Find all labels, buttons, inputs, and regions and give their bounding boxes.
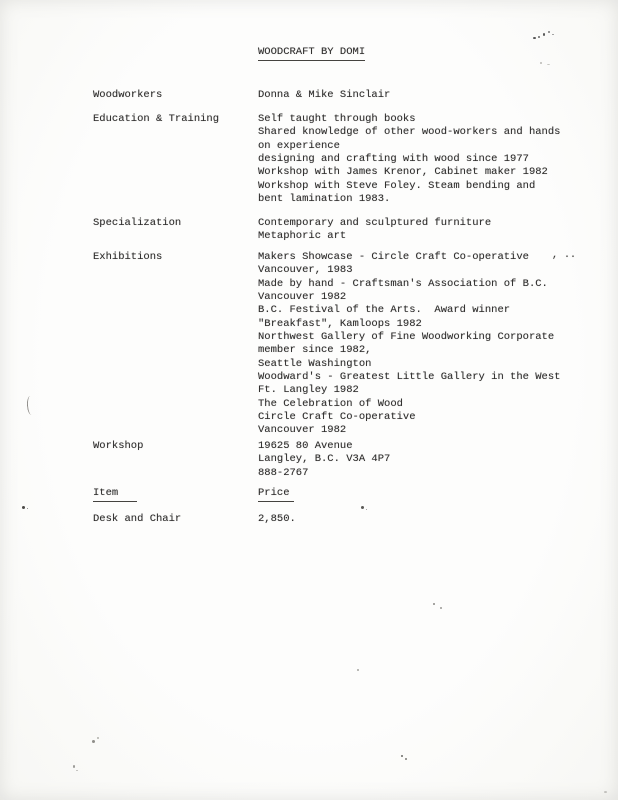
scan-speck [547,64,550,65]
scan-speck [604,791,607,793]
content-line: B.C. Festival of the Arts. Award winner [258,304,511,317]
content-line: Makers Showcase - Circle Craft Co-operative [258,251,529,263]
content-line: 19625 80 Avenue [258,440,353,452]
content-line: on experience [258,139,340,152]
section-content [258,440,604,480]
section-label: Education & Training [93,113,220,125]
scan-mark-left-edge [26,396,35,416]
content-line: The Celebration of Wood [258,397,403,410]
scan-speck [92,740,95,743]
content-line: Circle Craft Co-operative [258,411,416,424]
scan-speck [361,506,364,509]
content-line: 888-2767 [258,466,309,479]
scan-speck [366,509,367,510]
scan-speck [357,669,359,671]
scan-speck [533,37,536,39]
scan-speck [97,737,99,739]
content-line: Ft. Langley 1982 [258,384,359,397]
stray-typed-marks: , .. [552,250,577,261]
section-label: Specialization [93,217,182,229]
section-content [258,113,604,206]
section-woodworkers [93,89,604,102]
section-workshop [93,440,604,480]
section-specialization [93,217,604,244]
scan-speck [405,758,407,760]
scan-speck [76,770,78,771]
section-content [258,251,604,438]
content-line: Workshop with Steve Foley. Steam bending and [258,179,536,192]
scan-speck [548,31,550,33]
scan-speck [538,36,540,38]
content-line: designing and crafting with wood since 1977 [258,153,529,166]
content-line: Woodward's - Greatest Little Gallery in the West [258,371,561,384]
content-line: Northwest Gallery of Fine Woodworking Corporate [258,331,555,344]
document-title: WOODCRAFT BY DOMI [258,46,365,61]
content-line: Donna & Mike Sinclair [258,89,391,101]
scan-speck [73,765,75,768]
item-cell: Desk and Chair [93,513,182,525]
content-line: Metaphoric art [258,230,347,243]
scan-speck [552,34,554,35]
price-table-row [93,513,296,526]
price-table-header [93,487,294,502]
content-line: Vancouver, 1983 [258,264,353,277]
content-line: Shared knowledge of other wood-workers and hands [258,126,561,139]
content-line: Langley, B.C. V3A 4P7 [258,453,391,466]
scan-speck [543,33,545,36]
scan-speck [22,506,25,509]
section-label: Workshop [93,440,144,452]
section-label: Woodworkers [93,89,163,101]
item-column-header: Item [93,487,137,502]
content-line: Self taught through books [258,113,416,125]
price-cell: 2,850. [258,513,296,525]
scan-speck [401,755,403,757]
content-line: Made by hand - Craftsman's Association of B.C. [258,277,548,290]
content-line: Contemporary and sculptured furniture [258,217,492,229]
scan-speck [27,508,28,509]
price-column-header: Price [258,487,294,502]
scan-speck [540,62,542,64]
content-line: Vancouver 1982 [258,424,347,437]
section-exhibitions [93,251,604,438]
content-line: bent lamination 1983. [258,193,391,206]
content-line: "Breakfast", Kamloops 1982 [258,317,422,330]
content-line: Workshop with James Krenor, Cabinet maker 1982 [258,166,548,179]
section-content [258,89,604,102]
scan-speck [433,603,435,605]
section-label: Exhibitions [93,251,163,263]
section-education-training [93,113,604,206]
content-line: Seattle Washington [258,357,372,370]
scan-speck [440,607,442,609]
content-line: Vancouver 1982 [258,291,347,304]
section-content [258,217,604,244]
content-line: member since 1982, [258,344,372,357]
